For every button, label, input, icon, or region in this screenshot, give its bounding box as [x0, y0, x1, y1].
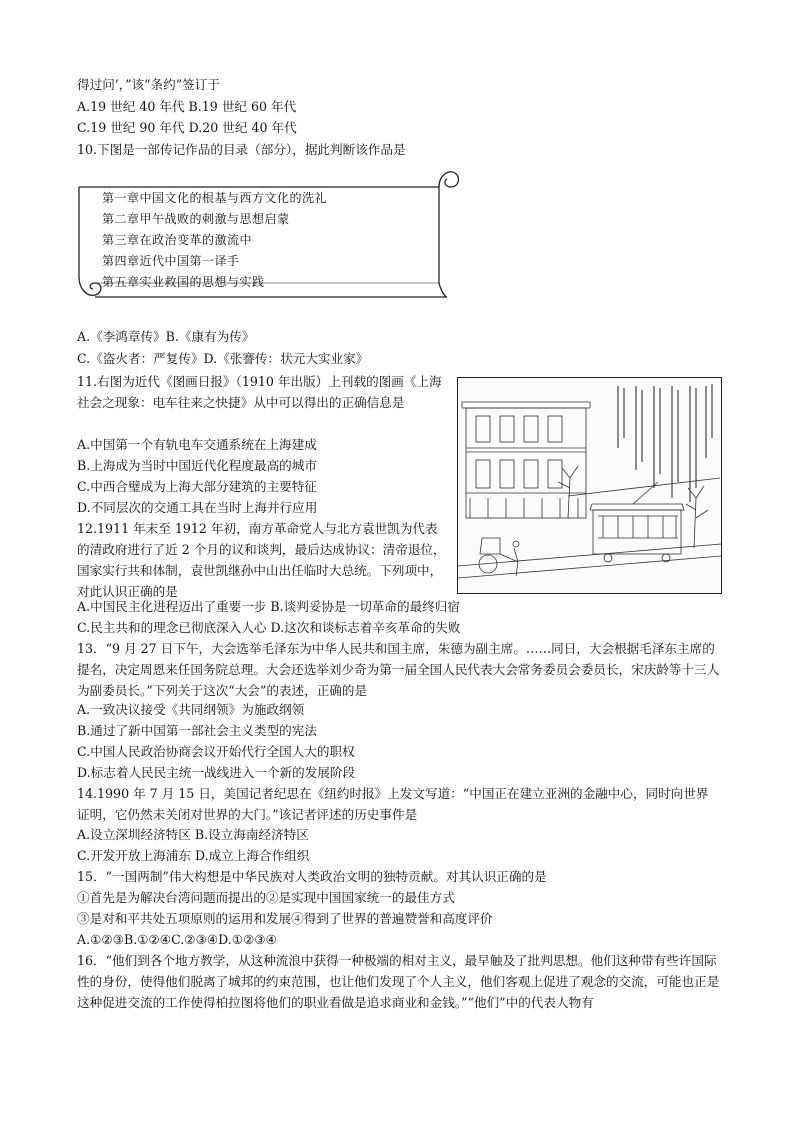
toc-chapter-4: 第四章近代中国第一译手 — [102, 254, 240, 268]
q13-option-b: B.通过了新中国第一部社会主义类型的宪法 — [77, 723, 317, 738]
q13-option-a: A.一致决议接受《共同纲领》为施政纲领 — [77, 702, 305, 717]
toc-list — [102, 188, 327, 293]
q9-stem-end: 得过问’，”该“条约”签订于 — [77, 77, 220, 92]
q9-options-ab: A.19 世纪 40 年代 B.19 世纪 60 年代 — [77, 99, 297, 114]
q15-items-12: ①首先是为解决台湾问题而提出的②是实现中国国家统一的最佳方式 — [77, 890, 455, 905]
q14-options-cd: C.开发开放上海浦东 D.成立上海合作组织 — [77, 848, 310, 863]
q11-option-a: A.中国第一个有轨电车交通系统在上海建成 — [77, 437, 317, 452]
q16-stem: 16．“他们到各个地方教学，从这种流浪中获得一种极端的相对主义，最早触及了批判思想。他们这种带有些许国际性的身份，使得他们脱离了城邦的约束范围，也让他们发现了个人主义，他们客观上促进了观念的交流，可能也正是这种促进交流的工作使得柏拉图将他们的职业看做是追求商业和金钱。”“他们”中的代表人物有 — [77, 953, 720, 1010]
q13-stem: 13．“9 月 27 日下午，大会选举毛泽东为中华人民共和国主席，朱德为副主席。……同日，大会根据毛泽东主席的提名，决定周恩来任国务院总理。大会还选举刘少奇为第一届全国人民代表大会常务委员会委员长，宋庆龄等十三人为副委员长。”下列关于这次“大会”的表述，正确的是 — [77, 641, 720, 698]
q15-options: A.①②③B.①②④C.②③④D.①②③④ — [77, 932, 277, 947]
q13-option-c: C.中国人民政治协商会议开始代行全国人大的职权 — [77, 744, 355, 759]
q13-option-d: D.标志着人民民主统一战线进入一个新的发展阶段 — [77, 765, 356, 780]
q12-stem: 12.1911 年末至 1912 年初，南方革命党人与北方袁世凯为代表的清政府进行了近 2 个月的议和谈判，最后达成协议：清帝退位，国家实行共和体制，袁世凯继孙中山出任临时大总统。下列项中，对此认识正确的是 — [77, 521, 446, 599]
q14-stem: 14.1990 年 7 月 15 日，美国记者纪思在《纽约时报》上发文写道：“中国正在建立亚洲的金融中心，同时向世界证明，它仍然未关闭对世界的大门。”该记者评述的历史事件是 — [77, 786, 709, 822]
q15-stem: 15．“一国两制”伟大构想是中华民族对人类政治文明的独特贡献。对其认识正确的是 — [77, 869, 547, 884]
q12-options-cd: C.民主共和的理念已彻底深入人心 D.这次和谈标志着辛亥革命的失败 — [77, 620, 461, 635]
q11-stem: 11.右图为近代《图画日报》（1910 年出版）上刊载的图画《上海社会之现象：电车往来之快捷》从中可以得出的正确信息是 — [77, 374, 442, 410]
toc-chapter-1: 第一章中国文化的根基与西方文化的洗礼 — [102, 191, 328, 205]
q9-options-cd: C.19 世纪 90 年代 D.20 世纪 40 年代 — [77, 120, 297, 135]
q14-options-ab: A.设立深圳经济特区 B.设立海南经济特区 — [77, 827, 309, 842]
q11-option-b: B.上海成为当时中国近代化程度最高的城市 — [77, 458, 317, 473]
q10-stem: 10.下图是一部传记作品的目录（部分），据此判断该作品是 — [77, 142, 406, 157]
q11-option-d: D.不同层次的交通工具在当时上海并行应用 — [77, 500, 318, 515]
q12-options-ab: A.中国民主化进程迈出了重要一步 B.谈判妥协是一切革命的最终归宿 — [77, 599, 460, 614]
q11-option-c: C.中西合璧成为上海大部分建筑的主要特征 — [77, 479, 317, 494]
q10-options-cd: C.《盗火者：严复传》D.《张謇传：状元大实业家》 — [77, 351, 369, 366]
q10-options-ab: A.《李鸿章传》B.《康有为传》 — [77, 329, 255, 344]
tram-street-illustration-icon — [457, 377, 722, 594]
q15-items-34: ③是对和平共处五项原则的运用和发展④得到了世界的普遍赞誉和高度评价 — [77, 911, 493, 926]
toc-chapter-3: 第三章在政治变革的激流中 — [102, 233, 253, 247]
toc-chapter-5: 第五章实业救国的思想与实践 — [102, 275, 265, 289]
toc-chapter-2: 第二章甲午战败的刺激与思想启蒙 — [102, 212, 290, 226]
